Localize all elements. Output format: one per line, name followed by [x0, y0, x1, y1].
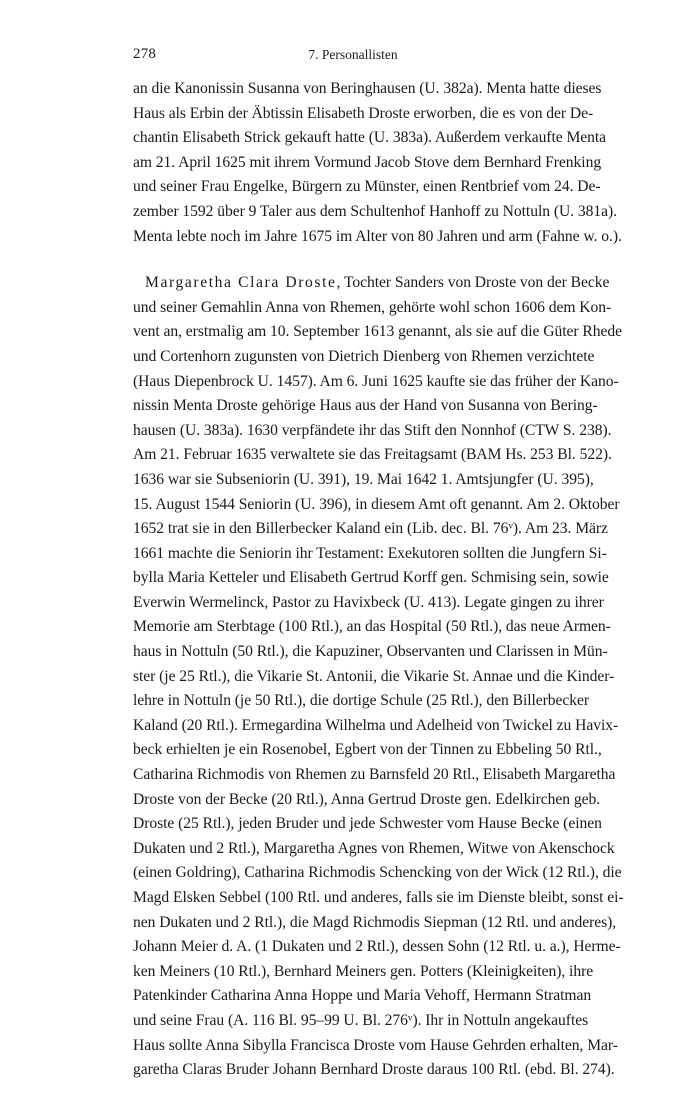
first-line-rest: , Tochter Sanders von Droste von der Becke	[336, 274, 610, 292]
text-line: Haus sollte Anna Sibylla Francisca Droste vom Hause Gehrden erhalten, Mar-	[133, 1036, 618, 1054]
person-name: Margaretha Clara Droste	[145, 274, 337, 292]
text-line: Menta lebte noch im Jahre 1675 im Alter von 80 Jahren und arm (Fahne w. o.).	[133, 227, 622, 245]
body-text	[133, 77, 624, 1107]
text-line: hausen (U. 383a). 1630 verpfändete ihr das Stift den Nonnhof (CTW S. 238).	[133, 421, 612, 439]
text-line: zember 1592 über 9 Taler aus dem Schultenhof Hanhoff zu Nottuln (U. 381a).	[133, 202, 617, 220]
text-line: Everwin Wermelinck, Pastor zu Havixbeck (U. 413). Legate gingen zu ihrer	[133, 593, 604, 611]
text-line: chantin Elisabeth Strick gekauft hatte (U. 383a). Außerdem verkaufte Menta	[133, 129, 607, 147]
text-line: vent an, erstmalig am 10. September 1613 genannt, als sie auf die Güter Rhede	[133, 323, 622, 341]
text-line: an die Kanonissin Susanna von Beringhausen (U. 382a). Menta hatte dieses	[133, 80, 602, 97]
text-line: Haus als Erbin der Äbtissin Elisabeth Droste erworben, die es von der De-	[133, 104, 594, 122]
text-line: am 21. April 1625 mit ihrem Vormund Jacob Stove dem Bernhard Frenking	[133, 153, 602, 171]
text-line: Patenkinder Catharina Anna Hoppe und Maria Vehoff, Hermann Stratman	[133, 987, 592, 1005]
text-line: und seiner Frau Engelke, Bürgern zu Münster, einen Rentbrief vom 24. De-	[133, 178, 601, 196]
text-line: Am 21. Februar 1635 verwaltete sie das Freitagsamt (BAM Hs. 253 Bl. 522).	[133, 446, 612, 464]
text-line: ken Meiners (10 Rtl.), Bernhard Meiners gen. Potters (Kleinigkeiten), ihre	[133, 962, 594, 980]
text-line: haus in Nottuln (50 Rtl.), die Kapuziner, Observanten und Clarissen in Mün-	[133, 643, 608, 661]
text-line: 1661 machte die Seniorin ihr Testament: Exekutoren sollten die Jungfern Si-	[133, 544, 607, 562]
running-head	[133, 46, 573, 66]
text-line: und seine Frau (A. 116 Bl. 95–99 U. Bl. 276ᵛ). Ihr in Nottuln angekauftes	[133, 1011, 589, 1029]
text-line: Johann Meier d. A. (1 Dukaten und 2 Rtl.), dessen Sohn (12 Rtl. u. a.), Herme-	[133, 938, 621, 956]
text-line: Dukaten und 2 Rtl.), Margaretha Agnes von Rhemen, Witwe von Akenschock	[133, 839, 615, 857]
text-line: (einen Goldring), Catharina Richmodis Schencking von der Wick (12 Rtl.), die	[133, 864, 622, 882]
text-line: Magd Elsken Sebbel (100 Rtl. und anderes, falls sie im Dienste bleibt, sonst ei-	[133, 889, 624, 906]
paragraph-gap	[133, 249, 573, 271]
text-line: Droste von der Becke (20 Rtl.), Anna Gertrud Droste gen. Edelkirchen geb.	[133, 790, 601, 808]
paragraph-menta-continued	[133, 77, 622, 249]
text-line: 1636 war sie Subseniorin (U. 391), 19. Mai 1642 1. Amtsjungfer (U. 395),	[133, 470, 594, 488]
text-line: Droste (25 Rtl.), jeden Bruder und jede Schwester vom Hause Becke (einen	[133, 815, 602, 833]
text-line: und Cortenhorn zugunsten von Dietrich Dienberg von Rhemen verzichtete	[133, 347, 595, 365]
text-line: ster (je 25 Rtl.), die Vikarie St. Antonii, die Vikarie St. Annae und die Kinder-	[133, 667, 615, 685]
running-title: 7. Personallisten	[308, 47, 398, 62]
text-line-first	[133, 271, 610, 296]
text-line: (Haus Diepenbrock U. 1457). Am 6. Juni 1625 kaufte sie das früher der Kano-	[133, 372, 619, 390]
text-line: und seiner Gemahlin Anna von Rhemen, gehörte wohl schon 1606 dem Kon-	[133, 298, 612, 316]
text-line	[133, 1083, 573, 1107]
page-number: 278	[133, 46, 157, 62]
paragraph-margaretha-clara	[133, 271, 624, 1107]
text-line: 15. August 1544 Seniorin (U. 396), in diesem Amt oft genannt. Am 2. Oktober	[133, 495, 620, 513]
text-line: Catharina Richmodis von Rhemen zu Barnsfeld 20 Rtl., Elisabeth Margaretha	[133, 766, 616, 784]
text-line: beck erhielten je ein Rosenobel, Egbert von der Tinnen zu Ebbeling 50 Rtl.,	[133, 741, 602, 759]
text-line: garetha Claras Bruder Johann Bernhard Droste daraus 100 Rtl. (ebd. Bl. 274).	[133, 1061, 615, 1079]
text-line: bylla Maria Ketteler und Elisabeth Gertrud Korff gen. Schmising sein, sowie	[133, 569, 609, 587]
text-line: Memorie am Sterbtage (100 Rtl.), an das Hospital (50 Rtl.), das neue Armen-	[133, 618, 611, 636]
text-line: nissin Menta Droste gehörige Haus aus der Hand von Susanna von Bering-	[133, 397, 598, 415]
text-line: Kaland (20 Rtl.). Ermegardina Wilhelma und Adelheid von Twickel zu Havix-	[133, 716, 619, 734]
text-line: 1652 trat sie in den Billerbecker Kaland ein (Lib. dec. Bl. 76ᵛ). Am 23. März	[133, 520, 608, 538]
text-line: lehre in Nottuln (je 50 Rtl.), die dortige Schule (25 Rtl.), den Billerbecker	[133, 692, 590, 710]
text-line: nen Dukaten und 2 Rtl.), die Magd Richmodis Siepman (12 Rtl. und anderes),	[133, 913, 617, 931]
